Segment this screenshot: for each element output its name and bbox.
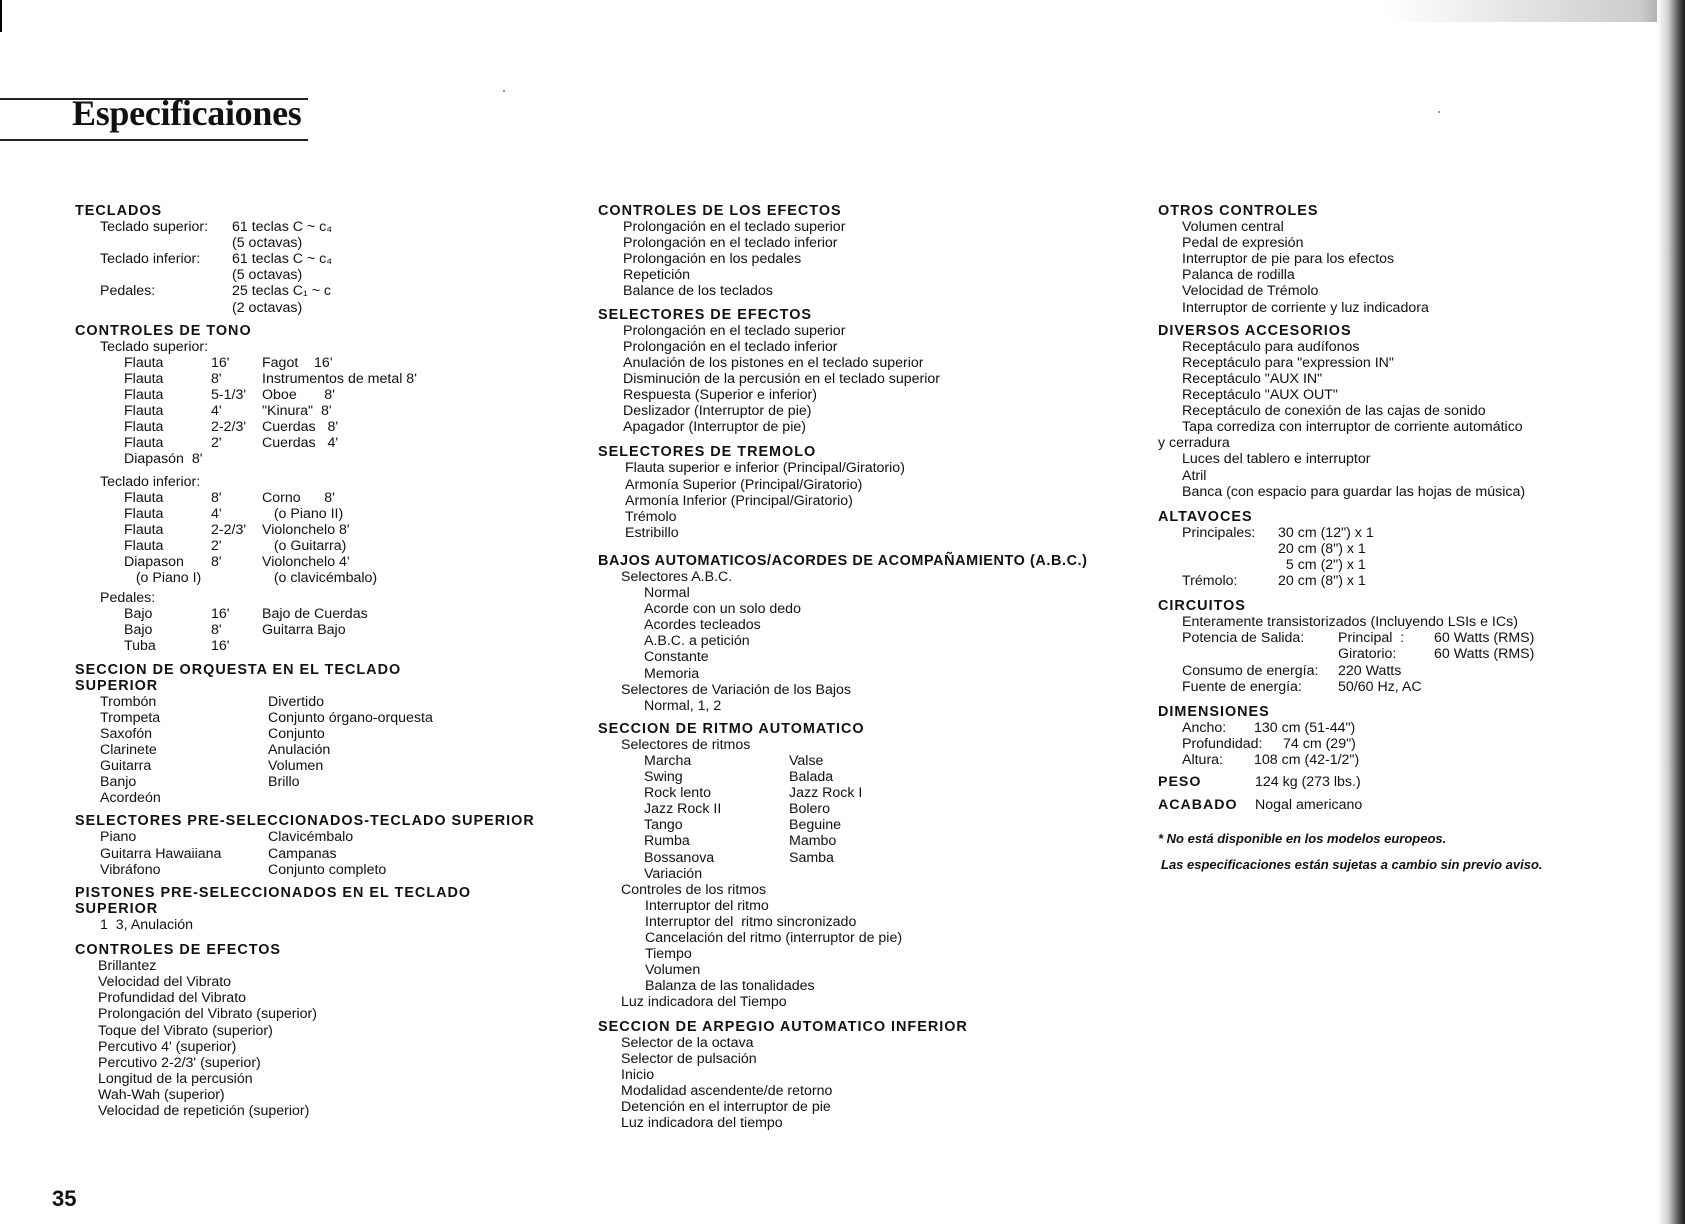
list-item: Repetición [623, 267, 691, 284]
list-item: Armonía Inferior (Principal/Giratorio) [625, 492, 853, 509]
ctrl-efectos-list [598, 219, 1088, 299]
list-item: Toque del Vibrato (superior) [98, 1022, 273, 1039]
list-item: Acordeón [100, 790, 161, 807]
list-item: Profundidad del Vibrato [98, 990, 247, 1007]
list-item: Percutivo 4' (superior) [98, 1038, 237, 1055]
list-item: Memoria [644, 665, 700, 682]
spec-row: (5 octavas) [232, 267, 303, 284]
subheading: Teclado superior: [100, 338, 209, 355]
section-heading: SELECTORES DE EFECTOS [598, 306, 812, 323]
pistones-line: 1 3, Anulación [100, 916, 194, 933]
arpegio-list [598, 1035, 1088, 1132]
list-item: Interruptor del ritmo sincronizado [645, 913, 857, 930]
list-item: Prolongación en el teclado inferior [623, 235, 838, 252]
tone-row: Flauta 16' Fagot 16' [124, 354, 333, 371]
scan-speck [503, 90, 505, 92]
list-item: Balanza de las tonalidades [645, 978, 815, 995]
list-item: Bossanova Samba [644, 849, 834, 866]
list-item: Detención en el interruptor de pie [621, 1098, 831, 1115]
footnote: * No está disponible en los modelos europeos. [1158, 831, 1447, 847]
list-item: A.B.C. a petición [644, 633, 750, 650]
list-item: Variación [644, 865, 703, 882]
tone-row: (o Piano I) (o clavicémbalo) [124, 570, 378, 587]
section-heading: BAJOS AUTOMATICOS/ACORDES DE ACOMPAÑAMIENTO (A.B.C.) [598, 552, 1088, 569]
list-item: Tapa corrediza con interruptor de corriente automático [1182, 419, 1523, 436]
page-edge-shadow-top [1385, 0, 1685, 22]
section-heading: SUPERIOR [75, 677, 159, 694]
list-item: Saxofón Conjunto [100, 725, 325, 742]
list-item: Receptáculo "AUX IN" [1182, 370, 1323, 387]
spec-row: (2 octavas) [232, 299, 303, 316]
list-item: Swing Balada [644, 769, 834, 786]
subheading: Pedales: [100, 590, 156, 607]
spec-row: (5 octavas) [232, 235, 303, 252]
section-heading: CONTROLES DE EFECTOS [75, 942, 282, 959]
list-item: Normal, 1, 2 [644, 697, 722, 714]
list-item: Trompeta Conjunto órgano-orquesta [100, 709, 433, 726]
section-heading: SUPERIOR [75, 900, 159, 917]
list-item: Guitarra Hawaiiana Campanas [100, 845, 337, 862]
list-item: Rock lento Jazz Rock I [644, 785, 863, 802]
spec-row: Teclado inferior: 61 teclas C ~ c₄ [100, 251, 333, 268]
acabado-row: ACABADO Nogal americano [1158, 797, 1363, 814]
tone-row: Flauta 8' Corno 8' [124, 489, 335, 506]
altavoces-list [1158, 525, 1543, 589]
list-item: Prolongación en el teclado superior [623, 219, 846, 236]
list-item: Normal [644, 585, 690, 602]
column-right [1158, 203, 1543, 873]
list-item: Clarinete Anulación [100, 742, 331, 758]
diapason-line: Diapasón 8' [124, 451, 203, 468]
list-item: Piano Clavicémbalo [100, 829, 354, 846]
list-item: Percutivo 2-2/3' (superior) [98, 1054, 261, 1071]
tone-row: Flauta 5-1/3' Oboe 8' [124, 387, 335, 404]
list-item: Cancelación del ritmo (interruptor de pie) [645, 930, 903, 947]
list-item: Acorde con un solo dedo [644, 601, 801, 618]
page-number: 35 [52, 1186, 77, 1211]
spec-row: Consumo de energía: 220 Watts [1182, 662, 1402, 679]
tone-row: Flauta 4' "Kinura" 8' [124, 403, 332, 420]
section-heading: CONTROLES DE LOS EFECTOS [598, 203, 842, 219]
list-item: Constante [644, 649, 709, 666]
list-item: y cerradura [1158, 435, 1230, 452]
tone-row: Diapason 8' Violonchelo 4' [124, 553, 350, 570]
section-heading: OTROS CONTROLES [1158, 203, 1319, 219]
list-item: Vibráfono Conjunto completo [100, 861, 387, 878]
list-item: Receptáculo de conexión de las cajas de sonido [1182, 403, 1486, 420]
section-heading: ALTAVOCES [1158, 508, 1253, 525]
list-item: Selector de la octava [621, 1034, 754, 1051]
section-heading: CIRCUITOS [1158, 598, 1246, 615]
list-item: Brillantez [98, 958, 157, 975]
dimensiones-list [1158, 720, 1543, 768]
list-item: Selector de pulsación [621, 1050, 757, 1067]
spec-row: 20 cm (8") x 1 [1278, 540, 1366, 557]
corner-mark [0, 0, 2, 32]
tono-section [75, 339, 535, 655]
list-item: Interruptor de pie para los efectos [1182, 251, 1395, 268]
peso-row: PESO 124 kg (273 lbs.) [1158, 774, 1361, 791]
list-item: Receptáculo para "expression IN" [1182, 354, 1394, 371]
list-item: Deslizador (Interruptor de pie) [623, 403, 812, 420]
list-item: Pedal de expresión [1182, 235, 1304, 252]
tone-row: Flauta 2' Cuerdas 4' [124, 435, 339, 452]
section-heading: DIVERSOS ACCESORIOS [1158, 322, 1352, 339]
list-item: Longitud de la percusión [98, 1070, 253, 1087]
list-item: Luz indicadora del Tiempo [621, 994, 787, 1011]
list-item: Banjo Brillo [100, 774, 300, 791]
spec-row: Altura: 108 cm (42-1/2") [1182, 752, 1360, 768]
tone-row: Flauta 2' (o Guitarra) [124, 537, 347, 554]
list-item: Trémolo [625, 508, 677, 525]
list-item: Tiempo [645, 946, 692, 963]
footnote: Las especificaciones están sujetas a cambio sin previo aviso. [1161, 857, 1543, 873]
sel-efectos-list [598, 323, 1088, 436]
section-heading: DIMENSIONES [1158, 703, 1270, 720]
tone-row: Bajo 16' Bajo de Cuerdas [124, 606, 368, 623]
tone-row: Tuba 16' [124, 638, 230, 655]
list-item: Luz indicadora del tiempo [621, 1115, 783, 1132]
tremolo-list [598, 460, 1088, 540]
tone-row: Flauta 2-2/3' Cuerdas 8' [124, 419, 339, 436]
section-heading: SELECTORES DE TREMOLO [598, 444, 817, 461]
list-item: Receptáculo para audífonos [1182, 338, 1360, 355]
column-middle [598, 203, 1088, 1131]
accesorios-list [1158, 339, 1543, 500]
list-item: Prolongación del Vibrato (superior) [98, 1006, 317, 1023]
list-item: Jazz Rock II Bolero [644, 801, 831, 818]
subheading: Teclado inferior: [100, 473, 201, 490]
tone-row: Flauta 8' Instrumentos de metal 8' [124, 370, 417, 387]
list-item: Armonía Superior (Principal/Giratorio) [625, 476, 863, 493]
list-item: Volumen [645, 962, 701, 979]
spec-row: Profundidad: 74 cm (29") [1182, 735, 1356, 752]
teclados-list [75, 219, 535, 316]
list-item: Interruptor del ritmo [645, 897, 769, 914]
list-item: Atril [1182, 467, 1207, 484]
spec-row: 5 cm (2") x 1 [1278, 556, 1366, 573]
list-item: Wah-Wah (superior) [98, 1086, 225, 1103]
list-item: Inicio [621, 1066, 655, 1083]
list-item: Estribillo [625, 524, 679, 541]
list-item: Modalidad ascendente/de retorno [621, 1082, 833, 1099]
section-heading: SECCION DE ARPEGIO AUTOMATICO INFERIOR [598, 1018, 968, 1035]
list-item: Interruptor de corriente y luz indicadora [1182, 299, 1429, 316]
spec-row: Teclado superior: 61 teclas C ~ c₄ [100, 219, 333, 236]
spec-row: Giratorio: 60 Watts (RMS) [1338, 646, 1535, 663]
subheading: Selectores A.B.C. [621, 568, 733, 585]
section-heading: TECLADOS [75, 203, 163, 219]
subheading: Controles de los ritmos [621, 881, 767, 898]
orquesta-list [75, 694, 535, 807]
list-item: Prolongación en el teclado inferior [623, 338, 838, 355]
list-item: Tango Beguine [644, 817, 842, 834]
list-item: Guitarra Volumen [100, 758, 324, 775]
otros-list [1158, 219, 1543, 316]
list-item: Enteramente transistorizados (Incluyendo LSIs e ICs) [1182, 614, 1518, 631]
list-item: Marcha Valse [644, 753, 824, 769]
list-item: Palanca de rodilla [1182, 267, 1295, 284]
list-item: Apagador (Interruptor de pie) [623, 419, 806, 436]
list-item: Prolongación en el teclado superior [623, 322, 846, 339]
list-item: Flauta superior e inferior (Principal/Giratorio) [625, 460, 905, 477]
list-item: Volumen central [1182, 219, 1284, 236]
ritmo-section [598, 737, 1088, 1011]
tone-row: Bajo 8' Guitarra Bajo [124, 622, 346, 639]
list-item: Banca (con espacio para guardar las hojas de música) [1182, 483, 1526, 500]
list-item: Luces del tablero e interruptor [1182, 451, 1371, 468]
spec-row: Fuente de energía: 50/60 Hz, AC [1182, 678, 1422, 695]
title-bottom-rule [0, 139, 308, 141]
section-heading: CONTROLES DE TONO [75, 322, 252, 339]
section-heading: SELECTORES PRE-SELECCIONADOS-TECLADO SUPERIOR [75, 813, 535, 830]
list-item: Respuesta (Superior e inferior) [623, 387, 817, 404]
list-item: Velocidad de Trémolo [1182, 283, 1319, 300]
spec-row: Ancho: 130 cm (51-44") [1182, 719, 1356, 736]
subheading: Selectores de Variación de los Bajos [621, 681, 852, 698]
section-heading: SECCION DE ORQUESTA EN EL TECLADO [75, 661, 402, 678]
efectos-list [75, 958, 535, 1119]
list-item: Receptáculo "AUX OUT" [1182, 387, 1338, 404]
page-title: Especificaiones [72, 93, 302, 133]
list-item: Velocidad de repetición (superior) [98, 1102, 310, 1119]
tone-row: Flauta 4' (o Piano II) [124, 505, 344, 522]
spec-row: Pedales: 25 teclas C₁ ~ c [100, 283, 332, 300]
list-item: Trombón Divertido [100, 693, 324, 710]
column-left [75, 203, 535, 1119]
list-item: Acordes tecleados [644, 617, 761, 634]
section-heading: SECCION DE RITMO AUTOMATICO [598, 720, 865, 737]
page-edge-shadow [1657, 0, 1685, 1224]
scan-speck [1438, 111, 1440, 113]
circuitos-list [1158, 614, 1543, 694]
list-item: Prolongación en los pedales [623, 251, 802, 268]
list-item: Velocidad del Vibrato [98, 974, 232, 991]
spec-row: Principales: 30 cm (12") x 1 [1182, 524, 1374, 541]
section-heading: PISTONES PRE-SELECCIONADOS EN EL TECLADO [75, 884, 472, 901]
tone-row: Flauta 2-2/3' Violonchelo 8' [124, 521, 350, 538]
preselec-list [75, 829, 535, 877]
bajos-section [598, 569, 1088, 714]
list-item: Anulación de los pistones en el teclado superior [623, 354, 924, 371]
subheading: Selectores de ritmos [621, 736, 751, 753]
spec-row: Trémolo: 20 cm (8") x 1 [1182, 573, 1366, 590]
list-item: Rumba Mambo [644, 833, 837, 850]
spec-row: Potencia de Salida: Principal : 60 Watts (RMS) [1182, 630, 1535, 647]
list-item: Disminución de la percusión en el teclado superior [623, 370, 941, 387]
list-item: Balance de los teclados [623, 283, 773, 300]
